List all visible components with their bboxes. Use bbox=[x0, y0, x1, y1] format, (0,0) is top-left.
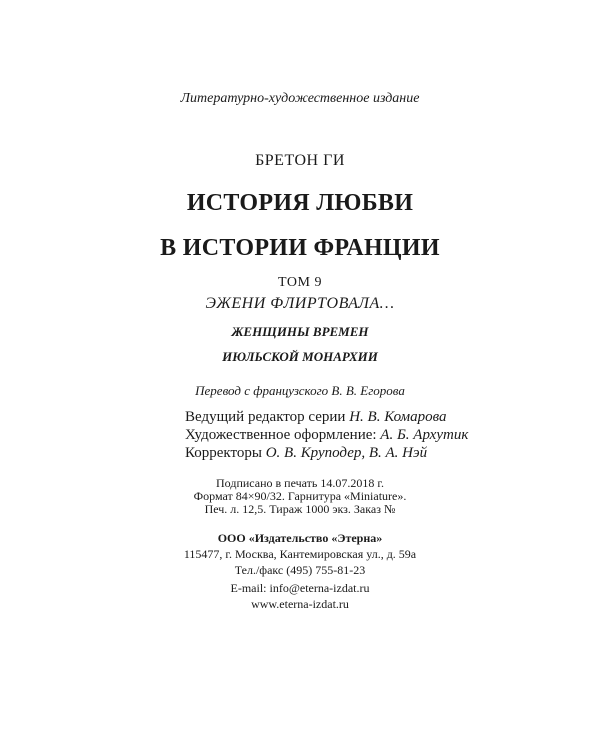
credit-row-editor bbox=[185, 408, 475, 426]
credits-block bbox=[185, 408, 475, 462]
volume-subtitle: ЭЖЕНИ ФЛИРТОВАЛА… bbox=[205, 295, 395, 312]
print-info-block bbox=[0, 477, 600, 516]
print-signed-date: Подписано в печать 14.07.2018 г. bbox=[216, 476, 384, 490]
credit-row-design bbox=[185, 426, 475, 444]
volume-subtitle-2-line-1: ЖЕНЩИНЫ ВРЕМЕН bbox=[231, 324, 369, 339]
credit-role: Корректоры bbox=[185, 445, 262, 461]
author-name: БРЕТОН ГИ bbox=[255, 152, 345, 169]
publisher-address: 115477, г. Москва, Кантемировская ул., д. 59а bbox=[183, 547, 417, 561]
book-title-line-1: ИСТОРИЯ ЛЮБВИ bbox=[186, 190, 414, 216]
credit-role: Ведущий редактор серии bbox=[185, 409, 346, 425]
volume-subtitle-2-line-2: ИЮЛЬСКОЙ МОНАРХИИ bbox=[222, 349, 378, 364]
print-run: Печ. л. 12,5. Тираж 1000 экз. Заказ № bbox=[204, 502, 396, 516]
print-format: Формат 84×90/32. Гарнитура «Miniature». bbox=[193, 489, 407, 503]
credit-role: Художественное оформление: bbox=[185, 427, 377, 443]
credit-name: О. В. Круподер, В. А. Нэй bbox=[265, 445, 428, 461]
credit-name: Н. В. Комарова bbox=[349, 409, 447, 425]
volume-number: ТОМ 9 bbox=[278, 275, 322, 290]
book-title-line-2: В ИСТОРИИ ФРАНЦИИ bbox=[160, 235, 440, 261]
translation-credit: Перевод с французского В. В. Егорова bbox=[195, 383, 405, 398]
publisher-email: E-mail: info@eterna-izdat.ru bbox=[230, 581, 370, 595]
genre-line: Литературно-художественное издание bbox=[180, 91, 420, 106]
credit-name: А. Б. Архутик bbox=[380, 427, 469, 443]
publisher-phone: Тел./факс (495) 755-81-23 bbox=[234, 563, 366, 577]
publisher-name: ООО «Издательство «Этерна» bbox=[217, 531, 383, 545]
credit-row-proofreaders bbox=[185, 444, 475, 462]
publisher-website: www.eterna-izdat.ru bbox=[251, 597, 349, 611]
